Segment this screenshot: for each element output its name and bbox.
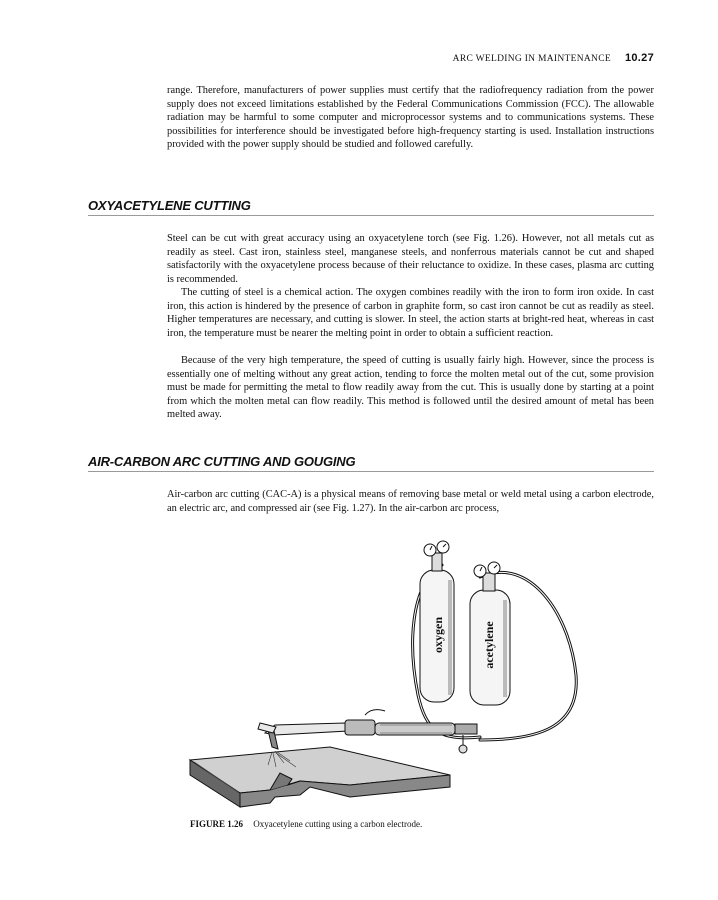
oxy-paragraph-1: Steel can be cut with great accuracy using an oxyacetylene torch (see Fig. 1.26). However, not all metals cut as readily as steel. Cast iron, stainless steel, manganese steels, and nonferrous materials cannot be cut and shaped satisfactorily with the oxyacetylene process because of their reluctance to oxidize. In these cases, plasma arc cutting is recommended.	[167, 233, 654, 285]
figure-1-26-illustration	[180, 535, 660, 810]
cutting-torch	[258, 710, 477, 753]
steel-workpiece	[190, 747, 450, 807]
figure-caption	[190, 819, 422, 829]
intro-paragraph: range. Therefore, manufacturers of power supplies must certify that the radiofrequency radiation from the power supply does not exceed limitations established by the Federal Communications Commission (FCC). The allowable radiation may be harmful to some computer and microprocessor systems and to communications systems. These possibilities for interference should be investigated before high-frequency starting is used. Installation instructions provided with the power supply should be studied and followed carefully.	[167, 85, 654, 151]
oxy-paragraph-3: Because of the very high temperature, the speed of cutting is usually fairly high. However, since the process is essentially one of melting without any great action, tending to force the molten metal out of the cut, some provision must be made for permitting the metal to flow readily away from the cut. This is usually done by starting at a point from which the molten metal can flow readily. This method is followed until the desired amount of metal has been melted away.	[167, 355, 654, 421]
running-title: ARC WELDING IN MAINTENANCE	[452, 54, 611, 64]
section-heading-air-carbon: AIR-CARBON ARC CUTTING AND GOUGING	[88, 454, 654, 472]
figure-caption-label: FIGURE 1.26	[190, 819, 244, 829]
page-number: 10.27	[624, 52, 654, 64]
section-heading-oxyacetylene: OXYACETYLENE CUTTING	[88, 198, 654, 216]
oxy-paragraph-2: The cutting of steel is a chemical action. The oxygen combines readily with the iron to form iron oxide. In cast iron, this action is hindered by the presence of carbon in graphite form, so cast iron cannot be cut as readily as steel. Higher temperatures are necessary, and cutting is slower. In steel, the action starts at bright-red heat, whereas in cast iron, the temperature must be nearer the melting point in order to obtain a sufficient reaction.	[167, 287, 654, 339]
running-head	[430, 52, 654, 64]
air-carbon-paragraph: Air-carbon arc cutting (CAC-A) is a physical means of removing base metal or weld metal using a carbon electrode, an electric arc, and compressed air (see Fig. 1.27). In the air-carbon arc process,	[167, 489, 654, 514]
acetylene-label: acetylene	[482, 621, 496, 669]
oxygen-label: oxygen	[431, 617, 445, 653]
figure-caption-text: Oxyacetylene cutting using a carbon electrode.	[253, 819, 423, 829]
